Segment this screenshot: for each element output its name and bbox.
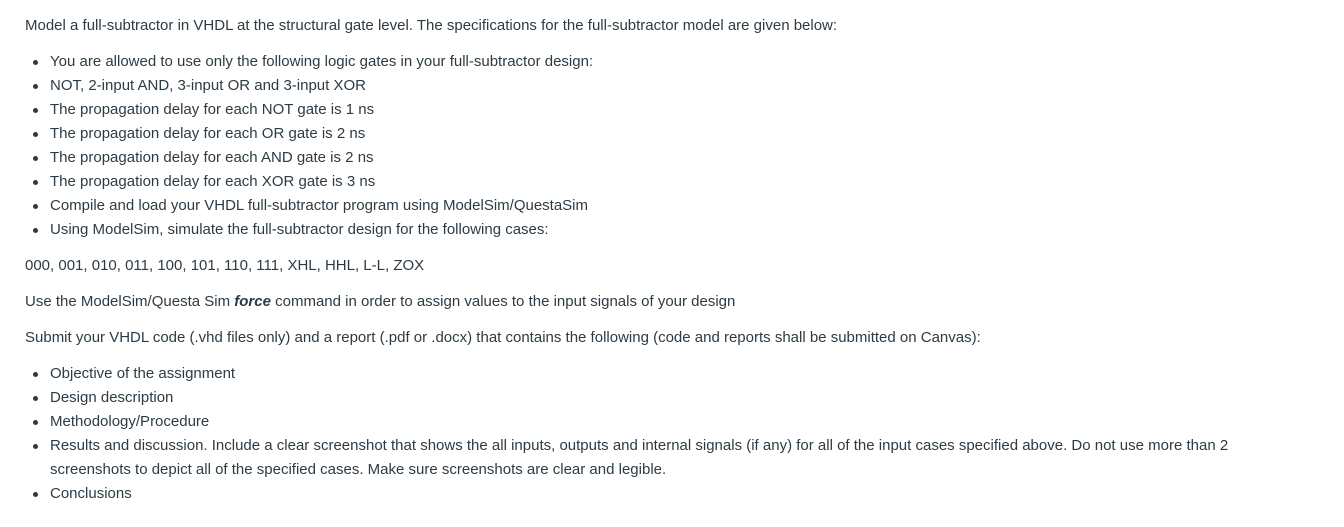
test-cases-line: 000, 001, 010, 011, 100, 101, 110, 111, XHL, HHL, L-L, ZOX [25, 257, 425, 274]
spec-item: Using ModelSim, simulate the full-subtractor design for the following cases: [50, 218, 1344, 242]
force-line-before: Use the ModelSim/Questa Sim [25, 293, 235, 310]
spec-item: Compile and load your VHDL full-subtractor program using ModelSim/QuestaSim [50, 194, 1344, 218]
report-item: Objective of the assignment [50, 362, 1344, 386]
spec-item: The propagation delay for each AND gate is 2 ns [50, 146, 1344, 170]
spec-list [25, 50, 1344, 242]
report-item: Design description [50, 386, 1344, 410]
spec-item: You are allowed to use only the following logic gates in your full-subtractor design: [50, 50, 1344, 74]
report-list [25, 362, 1344, 506]
spec-item: The propagation delay for each XOR gate is 3 ns [50, 170, 1344, 194]
report-item: Results and discussion. Include a clear screenshot that shows the all inputs, outputs and internal signals (if any) for all of the input cases specified above. Do not use more than 2 screenshots to depict all of the specified cases. Make sure screenshots are clear and legible. [50, 434, 1310, 482]
report-item: Methodology/Procedure [50, 410, 1344, 434]
force-line-after: command in order to assign values to the input signals of your design [270, 293, 736, 310]
submission-paragraph: Submit your VHDL code (.vhd files only) and a report (.pdf or .docx) that contains the following (code and reports shall be submitted on Canvas): [25, 329, 981, 346]
force-keyword: force [234, 293, 271, 310]
spec-item: The propagation delay for each NOT gate is 1 ns [50, 98, 1344, 122]
spec-item: NOT, 2-input AND, 3-input OR and 3-input XOR [50, 74, 1344, 98]
force-command-paragraph [25, 290, 1344, 314]
spec-item: The propagation delay for each OR gate is 2 ns [50, 122, 1344, 146]
intro-paragraph: Model a full-subtractor in VHDL at the structural gate level. The specifications for the full-subtractor model are given below: [25, 17, 838, 34]
report-item: Conclusions [50, 482, 1344, 506]
